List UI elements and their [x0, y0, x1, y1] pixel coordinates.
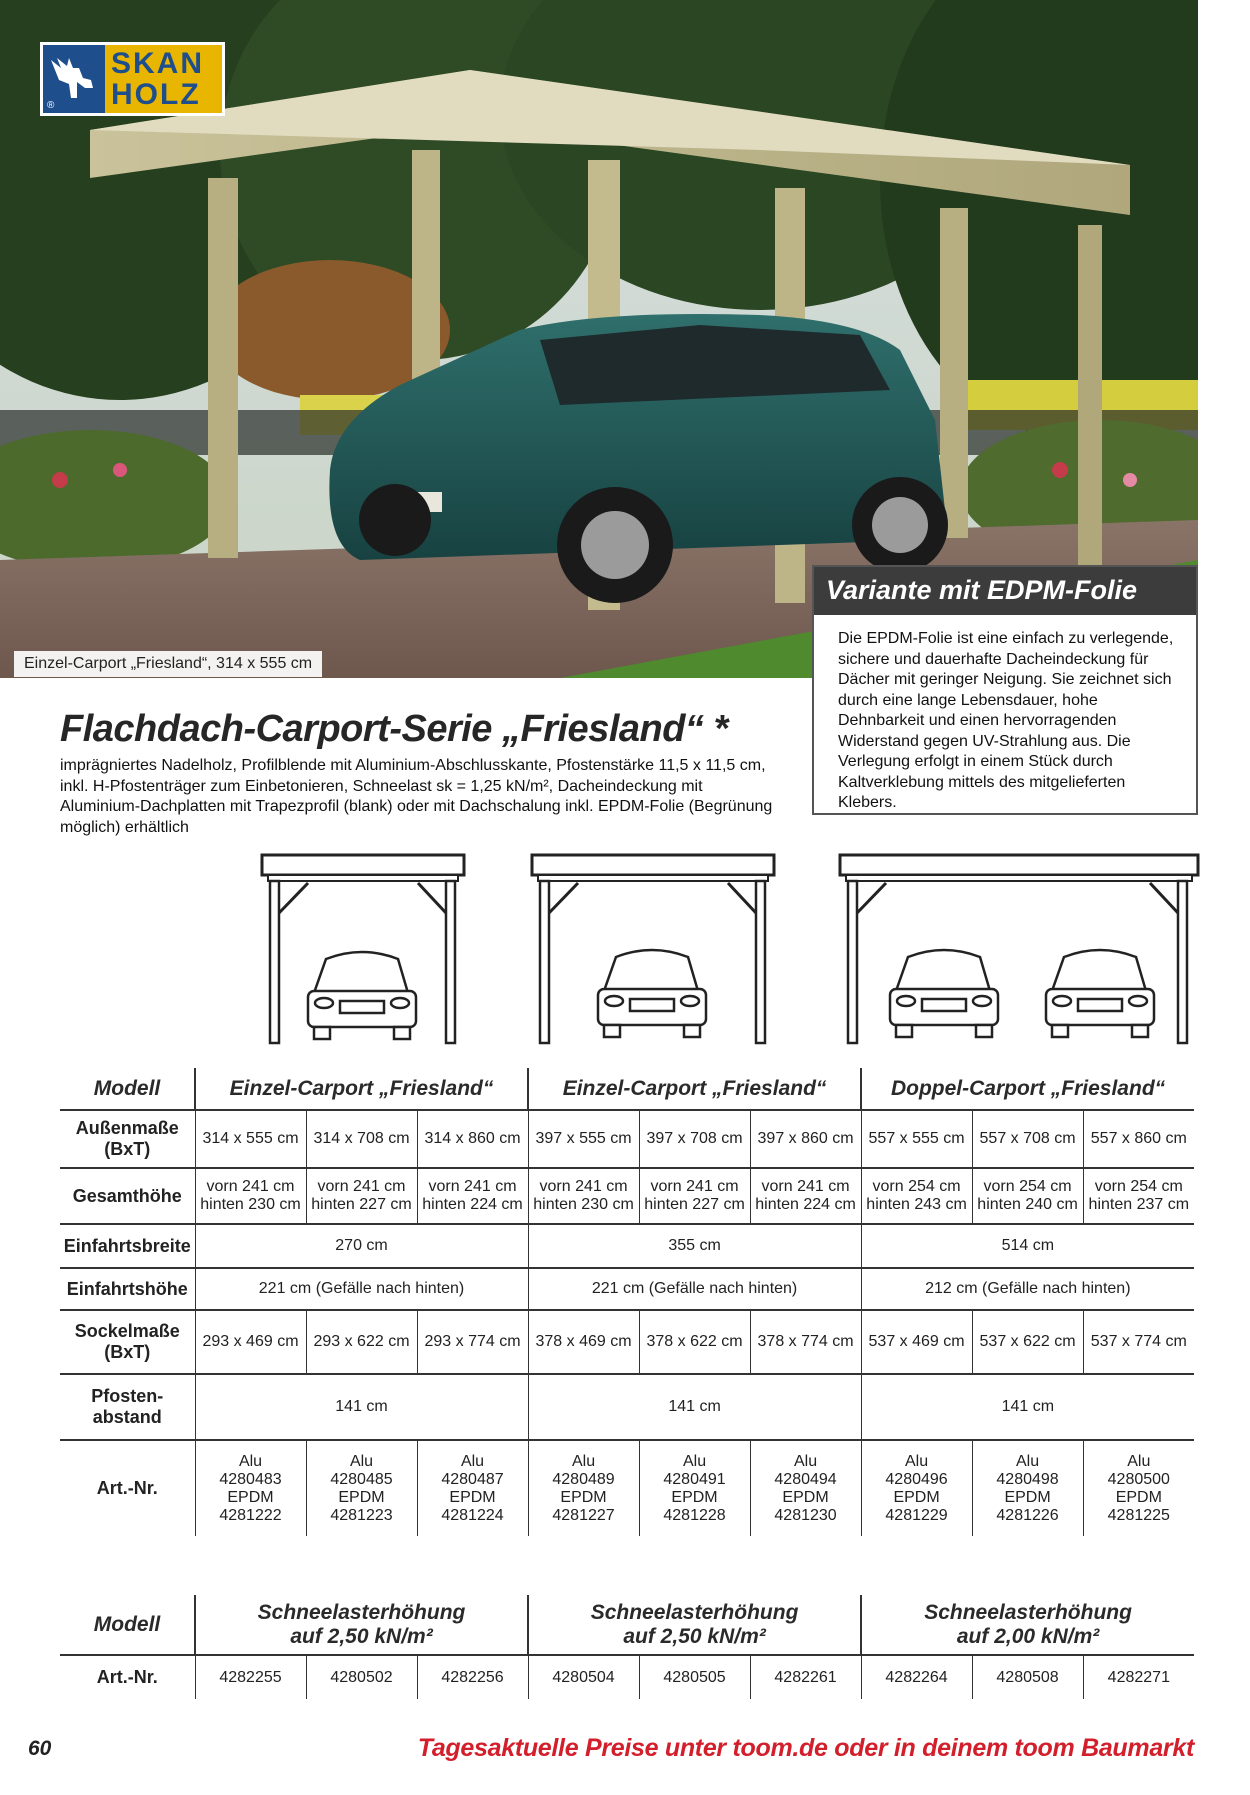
group-header-2: Einzel-Carport „Friesland“ — [528, 1068, 861, 1110]
table-cell: 141 cm — [528, 1374, 861, 1440]
table-cell: 397 x 708 cm — [639, 1110, 750, 1168]
row-label: Gesamthöhe — [60, 1168, 195, 1224]
row-label: Außenmaße (BxT) — [60, 1110, 195, 1168]
row-label: Einfahrtshöhe — [60, 1268, 195, 1310]
snowload-group-1: Schneelasterhöhung auf 2,50 kN/m² — [195, 1595, 528, 1655]
registered-mark: ® — [47, 100, 55, 111]
table-cell: vorn 254 cm hinten 243 cm — [861, 1168, 972, 1224]
table-cell: 537 x 622 cm — [972, 1310, 1083, 1374]
table-cell: 293 x 622 cm — [306, 1310, 417, 1374]
table-cell: Alu 4280483 EPDM 4281222 — [195, 1440, 306, 1536]
snowload-header-row — [60, 1595, 1194, 1655]
table-cell: 397 x 860 cm — [750, 1110, 861, 1168]
logo-line-2: HOLZ — [111, 78, 201, 111]
table-cell: Alu 4280494 EPDM 4281230 — [750, 1440, 861, 1536]
table-cell: vorn 254 cm hinten 240 cm — [972, 1168, 1083, 1224]
table-cell: Alu 4280487 EPDM 4281224 — [417, 1440, 528, 1536]
table-cell: 378 x 469 cm — [528, 1310, 639, 1374]
carport-illustration-double — [836, 853, 1202, 1045]
table-cell: 4280505 — [639, 1655, 750, 1699]
skan-holz-logo — [40, 42, 225, 116]
row-label: Art.-Nr. — [96, 1478, 158, 1498]
row-einfahrtshoehe — [60, 1268, 1194, 1310]
table-cell: vorn 241 cm hinten 230 cm — [528, 1168, 639, 1224]
table-cell: Alu 4280489 EPDM 4281227 — [528, 1440, 639, 1536]
snowload-artnr-row — [60, 1655, 1194, 1699]
table-cell: 314 x 860 cm — [417, 1110, 528, 1168]
row-einfahrtsbreite — [60, 1224, 1194, 1268]
table-cell: Alu 4280491 EPDM 4281228 — [639, 1440, 750, 1536]
table-cell: 4282261 — [750, 1655, 861, 1699]
photo-caption: Einzel-Carport „Friesland“, 314 x 555 cm — [14, 651, 322, 677]
table-cell: 514 cm — [861, 1224, 1194, 1268]
snowload-group-2: Schneelasterhöhung auf 2,50 kN/m² — [528, 1595, 861, 1655]
product-description: imprägniertes Nadelholz, Profilblende mit Aluminium-Abschlusskante, Pfostenstärke 11,5 x 11,5 cm, inkl. H-Pfostenträger zum Einbetonieren, Schneelast sk = 1,25 kN/m², Dacheindeckung mit Aluminium-Dachplatten mit Trapezprofil (blank) oder mit Dachschalung inkl. EPDM-Folie (Begrünung möglich) erhältlich — [60, 757, 773, 836]
table-cell: 4280502 — [306, 1655, 417, 1699]
table-cell: 397 x 555 cm — [528, 1110, 639, 1168]
table-cell: vorn 241 cm hinten 227 cm — [639, 1168, 750, 1224]
table-cell: 141 cm — [861, 1374, 1194, 1440]
table-cell: Alu 4280496 EPDM 4281229 — [861, 1440, 972, 1536]
table-cell: 141 cm — [195, 1374, 528, 1440]
footer-price-note: Tagesaktuelle Preise unter toom.de oder in deinem toom Baumarkt — [417, 1734, 1194, 1762]
group-header-1: Einzel-Carport „Friesland“ — [195, 1068, 528, 1110]
row-label: Pfosten- abstand — [60, 1374, 195, 1440]
table-cell: 212 cm (Gefälle nach hinten) — [861, 1268, 1194, 1310]
edpm-box-text: Die EPDM-Folie ist eine einfach zu verlegende, sichere und dauerhafte Dacheindeckung für Dächer mit geringer Neigung. Sie zeichnet sich durch eine lange Lebensdauer, hohe Dehnbarkeit und einen hervorragenden Widerstand gegen UV-Strahlung aus. Die Verlegung erfolgt in einem Stück durch Kaltverklebung mittels des mitgelieferten Klebers. — [838, 630, 1174, 811]
table-cell: 4282264 — [861, 1655, 972, 1699]
table-cell: 378 x 774 cm — [750, 1310, 861, 1374]
spec-table — [60, 1068, 1194, 1536]
table-cell: vorn 241 cm hinten 230 cm — [195, 1168, 306, 1224]
table-cell: vorn 241 cm hinten 227 cm — [306, 1168, 417, 1224]
table-cell: 314 x 555 cm — [195, 1110, 306, 1168]
page-number: 60 — [28, 1737, 52, 1760]
table-cell: 4282271 — [1083, 1655, 1194, 1699]
edpm-box-title: Variante mit EDPM-Folie — [814, 567, 1196, 615]
table-cell: vorn 241 cm hinten 224 cm — [750, 1168, 861, 1224]
table-cell: vorn 241 cm hinten 224 cm — [417, 1168, 528, 1224]
table-cell: Alu 4280485 EPDM 4281223 — [306, 1440, 417, 1536]
edpm-info-box — [812, 565, 1198, 815]
product-title: Flachdach-Carport-Serie „Friesland“ * — [60, 708, 728, 750]
table-cell: Alu 4280498 EPDM 4281226 — [972, 1440, 1083, 1536]
table-cell: 355 cm — [528, 1224, 861, 1268]
model-header: Modell — [60, 1595, 195, 1655]
carport-illustration-single-large — [528, 853, 780, 1045]
row-sockelmasse — [60, 1310, 1194, 1374]
table-cell: 270 cm — [195, 1224, 528, 1268]
table-cell: Alu 4280500 EPDM 4281225 — [1083, 1440, 1194, 1536]
table-cell: 221 cm (Gefälle nach hinten) — [528, 1268, 861, 1310]
table-cell: 378 x 622 cm — [639, 1310, 750, 1374]
row-artnr — [60, 1440, 1194, 1536]
row-label: Einfahrtsbreite — [60, 1224, 195, 1268]
table-header-row — [60, 1068, 1194, 1110]
group-header-3: Doppel-Carport „Friesland“ — [861, 1068, 1194, 1110]
table-cell: 537 x 469 cm — [861, 1310, 972, 1374]
row-pfostenabstand — [60, 1374, 1194, 1440]
table-cell: 557 x 555 cm — [861, 1110, 972, 1168]
table-cell: 537 x 774 cm — [1083, 1310, 1194, 1374]
model-header: Modell — [60, 1068, 195, 1110]
snowload-table — [60, 1595, 1194, 1699]
carport-illustration-single-small — [258, 853, 470, 1045]
snowload-group-3: Schneelasterhöhung auf 2,00 kN/m² — [861, 1595, 1194, 1655]
logo-line-1: SKAN — [111, 47, 205, 80]
table-cell: 4282255 — [195, 1655, 306, 1699]
table-cell: 293 x 774 cm — [417, 1310, 528, 1374]
table-cell: 557 x 708 cm — [972, 1110, 1083, 1168]
table-cell: 293 x 469 cm — [195, 1310, 306, 1374]
table-cell: 4282256 — [417, 1655, 528, 1699]
table-cell: 4280508 — [972, 1655, 1083, 1699]
table-cell: 557 x 860 cm — [1083, 1110, 1194, 1168]
row-label: Sockelmaße (BxT) — [60, 1310, 195, 1374]
table-cell: vorn 254 cm hinten 237 cm — [1083, 1168, 1194, 1224]
row-label: Art.-Nr. — [96, 1667, 158, 1687]
row-aussenmasse — [60, 1110, 1194, 1168]
table-cell: 221 cm (Gefälle nach hinten) — [195, 1268, 528, 1310]
table-cell: 4280504 — [528, 1655, 639, 1699]
table-cell: 314 x 708 cm — [306, 1110, 417, 1168]
row-gesamthoehe — [60, 1168, 1194, 1224]
